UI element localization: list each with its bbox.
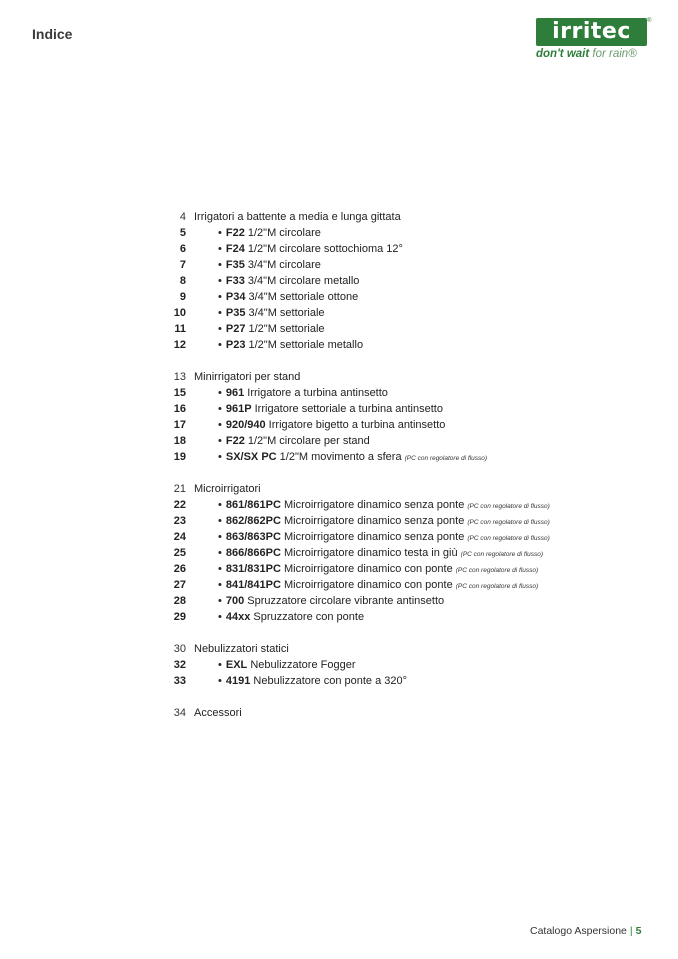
- item-label: [218, 593, 444, 609]
- item-description: 1/2"M settoriale metallo: [245, 339, 364, 351]
- toc-section: [162, 641, 642, 689]
- section-title: Minirrigatori per stand: [194, 371, 301, 383]
- item-code: 861/861PC: [225, 499, 281, 511]
- toc-item[interactable]: [162, 577, 642, 593]
- bullet-icon: •: [218, 323, 222, 335]
- toc-section: [162, 705, 642, 721]
- table-of-contents: [162, 209, 642, 737]
- toc-item[interactable]: [162, 225, 642, 241]
- logo-registered-mark: ®: [647, 18, 652, 24]
- item-page-number: 25: [173, 547, 186, 559]
- footer-catalog-name: Catalogo Aspersione: [530, 925, 627, 937]
- item-label: [218, 225, 321, 241]
- item-description: 1/2"M circolare per stand: [244, 435, 370, 447]
- page-footer: [530, 925, 641, 937]
- item-note: (PC con regolatore di flusso): [460, 551, 544, 558]
- item-code: SX/SX PC: [225, 451, 277, 463]
- item-code: F24: [225, 243, 245, 255]
- item-code: 920/940: [225, 419, 266, 431]
- item-page-number: 8: [179, 275, 186, 287]
- item-description: Nebulizzatore Fogger: [247, 659, 356, 671]
- item-code: 961: [225, 387, 245, 399]
- bullet-icon: •: [218, 515, 222, 527]
- item-page-number: 11: [174, 323, 186, 335]
- item-code: F22: [225, 227, 245, 239]
- brand-logo: [536, 18, 652, 64]
- item-label: [218, 433, 370, 449]
- item-label: [218, 609, 364, 625]
- item-note: (PC con regolatore di flusso): [404, 455, 487, 462]
- item-label: [218, 673, 407, 689]
- item-label: [218, 321, 325, 337]
- item-page-number: 16: [173, 403, 186, 415]
- item-code: P34: [225, 291, 246, 303]
- section-title: Nebulizzatori statici: [194, 643, 289, 655]
- item-description: Irrigatore settoriale a turbina antinsetto: [251, 403, 443, 415]
- item-description: Nebulizzatore con ponte a 320°: [250, 675, 408, 687]
- item-page-number: 12: [173, 339, 186, 351]
- item-description: 3/4"M settoriale: [245, 307, 325, 319]
- item-code: 831/831PC: [225, 563, 281, 575]
- item-page-number: 9: [179, 291, 186, 303]
- item-label: [218, 241, 403, 257]
- item-page-number: 23: [173, 515, 186, 527]
- item-code: 841/841PC: [225, 579, 281, 591]
- item-page-number: 10: [173, 307, 186, 319]
- item-note: (PC con regolatore di flusso): [467, 535, 550, 542]
- toc-item[interactable]: [162, 561, 642, 577]
- bullet-icon: •: [218, 227, 222, 239]
- item-description: 1/2"M circolare sottochioma 12°: [244, 243, 403, 255]
- item-code: P35: [225, 307, 246, 319]
- toc-item[interactable]: [162, 609, 642, 625]
- tagline-light: for rain: [592, 48, 629, 60]
- item-code: 4191: [225, 675, 251, 687]
- page-title: Indice: [32, 26, 73, 42]
- toc-item[interactable]: [162, 513, 642, 529]
- item-code: P23: [225, 339, 246, 351]
- logo-box: [536, 18, 647, 46]
- item-code: 961P: [225, 403, 252, 415]
- toc-item[interactable]: [162, 257, 642, 273]
- logo-tagline: [536, 48, 652, 60]
- toc-section: [162, 481, 642, 625]
- toc-item[interactable]: [162, 593, 642, 609]
- item-description: Microirrigatore dinamico senza ponte: [280, 531, 468, 543]
- item-page-number: 24: [173, 531, 186, 543]
- item-label: [218, 401, 443, 417]
- section-page-number: 21: [173, 483, 186, 495]
- item-page-number: 32: [173, 659, 186, 671]
- item-description: Microirrigatore dinamico senza ponte: [280, 515, 468, 527]
- bullet-icon: •: [218, 243, 222, 255]
- bullet-icon: •: [218, 451, 222, 463]
- item-note: (PC con regolatore di flusso): [455, 567, 539, 574]
- item-description: Irrigatore bigetto a turbina antinsetto: [265, 419, 446, 431]
- tagline-bold: don't wait: [536, 48, 590, 60]
- item-description: Spruzzatore circolare vibrante antinsetto: [244, 595, 445, 607]
- item-page-number: 7: [179, 259, 186, 271]
- item-page-number: 28: [173, 595, 186, 607]
- item-description: Microirrigatore dinamico senza ponte: [280, 499, 468, 511]
- bullet-icon: •: [218, 291, 222, 303]
- bullet-icon: •: [218, 675, 222, 687]
- item-code: 862/862PC: [225, 515, 281, 527]
- bullet-icon: •: [218, 659, 222, 671]
- item-code: 44xx: [225, 611, 251, 623]
- toc-item[interactable]: [162, 529, 642, 545]
- item-description: 1/2"M settoriale: [245, 323, 325, 335]
- section-title: Accessori: [194, 707, 242, 719]
- toc-section-heading[interactable]: [162, 641, 642, 657]
- item-page-number: 6: [179, 243, 186, 255]
- item-code: F35: [225, 259, 245, 271]
- toc-item[interactable]: [162, 273, 642, 289]
- section-title: Microirrigatori: [194, 483, 261, 495]
- item-page-number: 19: [173, 451, 186, 463]
- toc-item[interactable]: [162, 417, 642, 433]
- logo-wordmark: irritec: [552, 19, 631, 44]
- item-page-number: 17: [173, 419, 186, 431]
- toc-item[interactable]: [162, 321, 642, 337]
- item-page-number: 26: [173, 563, 186, 575]
- toc-section: [162, 369, 642, 465]
- item-label: [218, 657, 356, 673]
- item-description: 1/2"M circolare: [244, 227, 321, 239]
- item-page-number: 18: [173, 435, 186, 447]
- toc-item[interactable]: [162, 545, 642, 561]
- item-note: (PC con regolatore di flusso): [455, 583, 539, 590]
- toc-item[interactable]: [162, 433, 642, 449]
- bullet-icon: •: [218, 435, 222, 447]
- item-description: 3/4"M circolare: [244, 259, 321, 271]
- section-page-number: 34: [173, 707, 186, 719]
- toc-item[interactable]: [162, 305, 642, 321]
- bullet-icon: •: [218, 499, 222, 511]
- section-title: Irrigatori a battente a media e lunga gittata: [194, 211, 401, 223]
- footer-separator: |: [629, 925, 633, 937]
- item-label: [218, 337, 363, 353]
- item-description: Irrigatore a turbina antinsetto: [244, 387, 388, 399]
- item-code: P27: [225, 323, 246, 335]
- toc-item[interactable]: [162, 657, 642, 673]
- item-description: 3/4"M settoriale ottone: [245, 291, 359, 303]
- item-label: [218, 417, 445, 433]
- bullet-icon: •: [218, 387, 222, 399]
- toc-item[interactable]: [162, 401, 642, 417]
- item-label: [218, 257, 321, 273]
- bullet-icon: •: [218, 307, 222, 319]
- bullet-icon: •: [218, 579, 222, 591]
- item-page-number: 29: [173, 611, 186, 623]
- section-page-number: 4: [179, 211, 186, 223]
- bullet-icon: •: [218, 259, 222, 271]
- item-note: (PC con regolatore di flusso): [467, 519, 550, 526]
- bullet-icon: •: [218, 339, 222, 351]
- toc-section-heading[interactable]: [162, 369, 642, 385]
- bullet-icon: •: [218, 419, 222, 431]
- bullet-icon: •: [218, 595, 222, 607]
- item-label: [218, 289, 358, 305]
- item-note: (PC con regolatore di flusso): [467, 503, 550, 510]
- item-label: [218, 273, 359, 289]
- bullet-icon: •: [218, 563, 222, 575]
- item-page-number: 15: [173, 387, 186, 399]
- bullet-icon: •: [218, 531, 222, 543]
- toc-item[interactable]: [162, 673, 642, 689]
- item-code: F33: [225, 275, 245, 287]
- item-description: Microirrigatore dinamico testa in giù: [280, 547, 461, 559]
- item-label: [218, 449, 487, 467]
- section-page-number: 30: [173, 643, 186, 655]
- item-description: 1/2"M movimento a sfera: [276, 451, 405, 463]
- item-code: F22: [225, 435, 245, 447]
- section-page-number: 13: [173, 371, 186, 383]
- toc-section-heading[interactable]: [162, 705, 642, 721]
- toc-item[interactable]: [162, 337, 642, 353]
- item-page-number: 22: [173, 499, 186, 511]
- bullet-icon: •: [218, 547, 222, 559]
- bullet-icon: •: [218, 403, 222, 415]
- toc-section-heading[interactable]: [162, 209, 642, 225]
- item-page-number: 5: [179, 227, 186, 239]
- item-label: [218, 305, 325, 321]
- item-description: Microirrigatore dinamico con ponte: [280, 579, 456, 591]
- item-page-number: 33: [173, 675, 186, 687]
- footer-page-number: 5: [635, 925, 642, 937]
- item-code: 700: [225, 595, 245, 607]
- item-page-number: 27: [173, 579, 186, 591]
- tagline-registered-mark: ®: [628, 48, 637, 60]
- toc-item[interactable]: [162, 289, 642, 305]
- item-code: EXL: [225, 659, 248, 671]
- toc-item[interactable]: [162, 241, 642, 257]
- item-description: 3/4"M circolare metallo: [244, 275, 360, 287]
- toc-section-heading[interactable]: [162, 481, 642, 497]
- item-code: 863/863PC: [225, 531, 281, 543]
- bullet-icon: •: [218, 611, 222, 623]
- toc-item[interactable]: [162, 385, 642, 401]
- item-label: [218, 385, 388, 401]
- toc-section: [162, 209, 642, 353]
- toc-item[interactable]: [162, 497, 642, 513]
- item-description: Spruzzatore con ponte: [250, 611, 365, 623]
- item-code: 866/866PC: [225, 547, 281, 559]
- item-description: Microirrigatore dinamico con ponte: [280, 563, 456, 575]
- toc-item[interactable]: [162, 449, 642, 465]
- bullet-icon: •: [218, 275, 222, 287]
